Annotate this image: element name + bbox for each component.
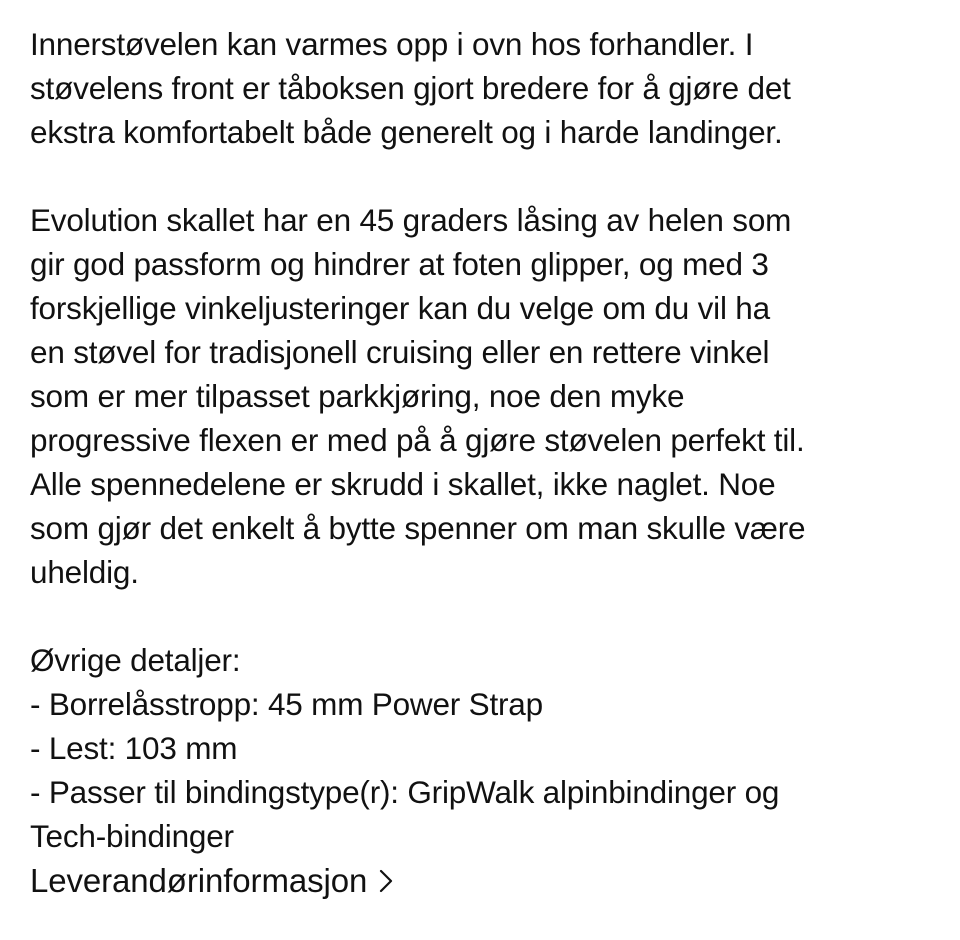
- supplier-info-link[interactable]: [30, 858, 940, 904]
- product-description: [30, 22, 940, 904]
- details-section: [30, 638, 940, 858]
- details-item: Tech-bindinger: [30, 818, 234, 854]
- details-list: [30, 682, 940, 858]
- text-line: en støvel for tradisjonell cruising eller en rettere vinkel: [30, 334, 770, 370]
- description-paragraph-2: [30, 198, 940, 594]
- text-line: uheldig.: [30, 554, 139, 590]
- text-line: som gjør det enkelt å bytte spenner om man skulle være: [30, 510, 806, 546]
- details-item: - Lest: 103 mm: [30, 730, 238, 766]
- text-line: forskjellige vinkeljusteringer kan du velge om du vil ha: [30, 290, 770, 326]
- text-line: støvelens front er tåboksen gjort bredere for å gjøre det: [30, 70, 791, 106]
- text-line: ekstra komfortabelt både generelt og i harde landinger.: [30, 114, 783, 150]
- details-item: - Passer til bindingstype(r): GripWalk alpinbindinger og: [30, 774, 780, 810]
- details-item: - Borrelåsstropp: 45 mm Power Strap: [30, 686, 543, 722]
- paragraph-spacer: [30, 594, 940, 638]
- description-paragraph-1: [30, 22, 940, 154]
- text-line: gir god passform og hindrer at foten glipper, og med 3: [30, 246, 769, 282]
- text-line: Alle spennedelene er skrudd i skallet, ikke naglet. Noe: [30, 466, 776, 502]
- details-heading: Øvrige detaljer:: [30, 642, 241, 678]
- paragraph-spacer: [30, 154, 940, 198]
- text-line: Evolution skallet har en 45 graders låsing av helen som: [30, 202, 792, 238]
- text-line: Innerstøvelen kan varmes opp i ovn hos forhandler. I: [30, 26, 754, 62]
- text-line: som er mer tilpasset parkkjøring, noe den myke: [30, 378, 685, 414]
- chevron-right-icon: [379, 869, 393, 893]
- text-line: progressive flexen er med på å gjøre støvelen perfekt til.: [30, 422, 805, 458]
- supplier-info-label: Leverandørinformasjon: [30, 862, 368, 899]
